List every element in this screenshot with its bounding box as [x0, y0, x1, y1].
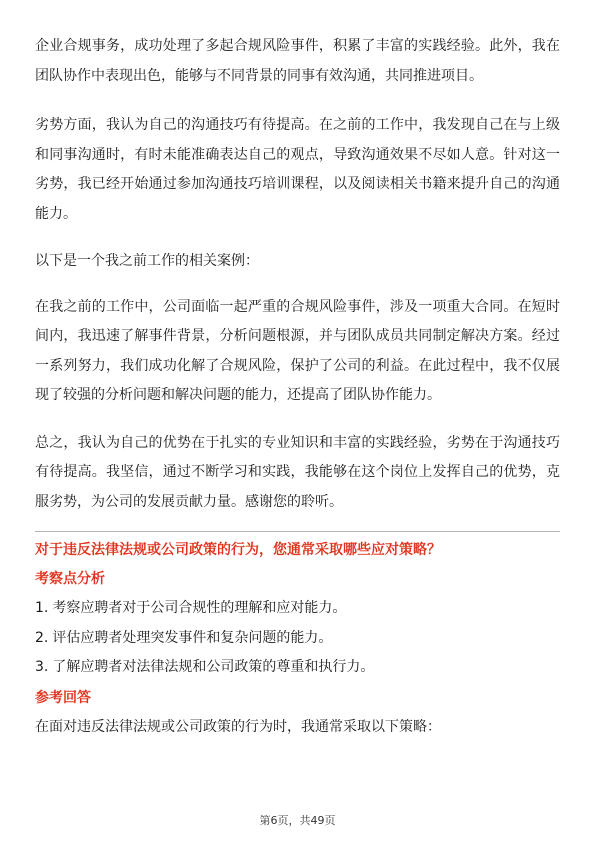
list-item: [35, 594, 560, 624]
analysis-list: [35, 594, 560, 683]
list-item: [35, 653, 560, 683]
list-item-text: 考察应聘者对于公司合规性的理解和应对能力。: [52, 600, 347, 616]
body-paragraph: 总之，我认为自己的优势在于扎实的专业知识和丰富的实践经验，劣势在于沟通技巧有待提高。我坚信，通过不断学习和实践，我能够在这个岗位上发挥自己的优势，克服劣势，为公司的发展贡献力量。感谢您的聆听。: [35, 434, 560, 510]
page-number: 第6页，共49页: [259, 814, 336, 827]
list-item-text: 评估应聘者处理突发事件和复杂问题的能力。: [52, 629, 333, 646]
body-paragraph: 以下是一个我之前工作的相关案例：: [35, 253, 259, 269]
question-title: 对于违反法律法规或公司政策的行为，您通常采取哪些应对策略？: [35, 542, 441, 558]
body-paragraph: 劣势方面，我认为自己的沟通技巧有待提高。在之前的工作中，我发现自己在与上级和同事沟通时，有时未能准确表达自己的观点，导致沟通效果不尽如人意。针对这一劣势，我已经开始通过参加沟通技巧培训课程，以及阅读相关书籍来提升自己的沟通能力。: [35, 117, 560, 222]
list-item-text: 了解应聘者对法律法规和公司政策的尊重和执行力。: [52, 659, 375, 675]
body-paragraph: 在我之前的工作中，公司面临一起严重的合规风险事件，涉及一项重大合同。在短时间内，我迅速了解事件背景，分析问题根源，并与团队成员共同制定解决方案。经过一系列努力，我们成功化解了合规风险，保护了公司的利益。在此过程中，我不仅展现了较强的分析问题和解决问题的能力，还提高了团队协作能力。: [35, 298, 560, 403]
analysis-heading: 考察点分析: [35, 571, 105, 587]
list-item-number: 3.: [35, 659, 49, 675]
answer-heading: 参考回答: [35, 689, 91, 706]
answer-text: 在面对违反法律法规或公司政策的行为时，我通常采取以下策略：: [35, 718, 441, 735]
list-item-number: 2.: [35, 629, 49, 646]
section-divider: [35, 531, 560, 532]
list-item-number: 1.: [35, 600, 49, 616]
list-item: [35, 624, 560, 654]
body-paragraph: 企业合规事务，成功处理了多起合规风险事件，积累了丰富的实践经验。此外，我在团队协作中表现出色，能够与不同背景的同事有效沟通，共同推进项目。: [35, 38, 560, 84]
page-content: [35, 32, 560, 742]
